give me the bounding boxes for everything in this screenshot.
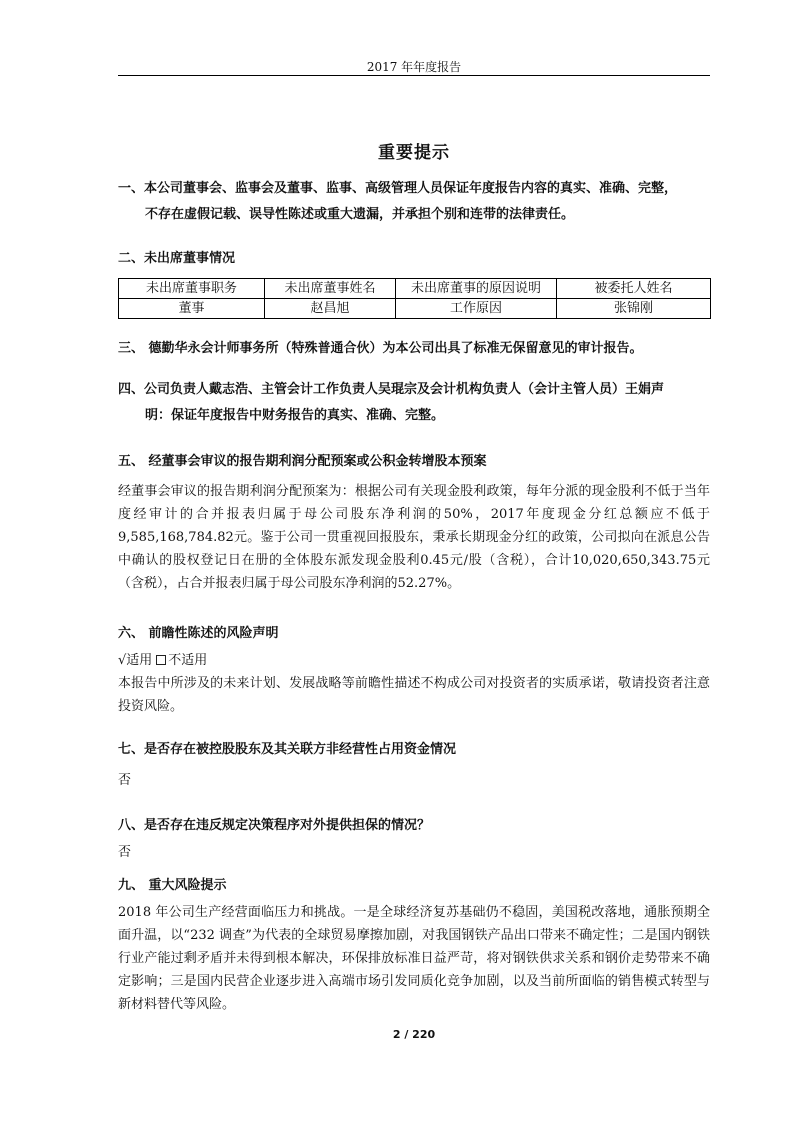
- table-cell: 赵昌旭: [265, 299, 396, 319]
- section-9: [118, 873, 710, 1016]
- section-6: [118, 621, 710, 718]
- section-3-text: 三、 德勤华永会计师事务所（特殊普通合伙）为本公司出具了标准无保留意见的审计报告。: [118, 341, 643, 356]
- not-applicable-label: 不适用: [168, 653, 208, 668]
- section-9-heading: 九、 重大风险提示: [118, 878, 227, 893]
- section-2: [118, 246, 710, 272]
- section-8: [118, 813, 710, 864]
- section-4-line-1: 四、公司负责人戴志浩、主管会计工作负责人吴琨宗及会计机构负责人（会计主管人员）王娟声: [118, 382, 665, 397]
- section-4: [118, 377, 710, 429]
- page-number: 2 / 220: [392, 1028, 436, 1041]
- section-9-body: 2018 年公司生产经营面临压力和挑战。一是全球经济复苏基础仍不稳固，美国税改落地，通胀预期全面升温，以“232 调查”为代表的全球贸易摩擦加剧，对我国钢铁产品出口带来不确定性；二是国内钢铁行业产能过剩矛盾并未得到根本解决，环保排放标准日益严苛，将对钢铁供求关系和钢价走势带来不确定影响；三是国内民营企业逐步进入高端市场引发同质化竞争加剧，以及当前所面临的销售模式转型与新材料替代等风险。: [118, 905, 710, 1012]
- section-8-answer: 否: [118, 845, 132, 860]
- section-7-answer: 否: [118, 773, 132, 788]
- section-3: [118, 336, 710, 362]
- absent-directors-table: [118, 278, 711, 319]
- section-5-body: 经董事会审议的报告期利润分配预案为：根据公司有关现金股利政策，每年分派的现金股利不低于当年度经审计的合并报表归属于母公司股东净利润的50%，2017年度现金分红总额应不低于9,585,168,784.82元。鉴于公司一贯重视回报股东，秉承长期现金分红的政策，公司拟向在派息公告中确认的股权登记日在册的全体股东派发现金股利0.45元/股（含税），合计10,020,650,343.75元（含税），占合并报表归属于母公司股东净利润的52.27%。: [118, 484, 710, 591]
- section-2-heading: 二、未出席董事情况: [118, 251, 236, 266]
- running-header: 2017 年年度报告: [366, 60, 462, 74]
- table-header-cell: 被委托人姓名: [557, 279, 711, 299]
- section-6-body: 本报告中所涉及的未来计划、发展战略等前瞻性描述不构成公司对投资者的实质承诺，敬请投资者注意投资风险。: [118, 676, 710, 714]
- section-6-heading: 六、 前瞻性陈述的风险声明: [118, 626, 279, 641]
- header-rule: [118, 75, 710, 76]
- table-header-row: [119, 279, 711, 299]
- section-7-heading: 七、是否存在被控股股东及其关联方非经营性占用资金情况: [118, 742, 457, 757]
- section-1-line-2: 不存在虚假记载、误导性陈述或重大遗漏，并承担个别和连带的法律责任。: [145, 207, 575, 222]
- table-cell: 工作原因: [396, 299, 557, 319]
- section-8-heading: 八、是否存在违反规定决策程序对外提供担保的情况？: [118, 818, 431, 833]
- applicability-line: [118, 649, 710, 672]
- section-1: [118, 176, 710, 228]
- table-header-cell: 未出席董事职务: [119, 279, 265, 299]
- section-5: [118, 449, 710, 595]
- checkbox-icon: [156, 655, 166, 665]
- table-header-cell: 未出席董事姓名: [265, 279, 396, 299]
- section-4-line-2: 明：保证年度报告中财务报告的真实、准确、完整。: [145, 408, 445, 423]
- table-row: [119, 299, 711, 319]
- table-cell: 董事: [119, 299, 265, 319]
- section-1-line-1: 一、本公司董事会、监事会及董事、监事、高级管理人员保证年度报告内容的真实、准确、完整，: [118, 181, 678, 196]
- table-header-cell: 未出席董事的原因说明: [396, 279, 557, 299]
- table-cell: 张锦刚: [557, 299, 711, 319]
- section-7: [118, 737, 710, 792]
- section-5-heading: 五、 经董事会审议的报告期利润分配预案或公积金转增股本预案: [118, 454, 487, 469]
- applicable-label: √适用: [118, 653, 153, 668]
- page-title: 重要提示: [378, 143, 450, 163]
